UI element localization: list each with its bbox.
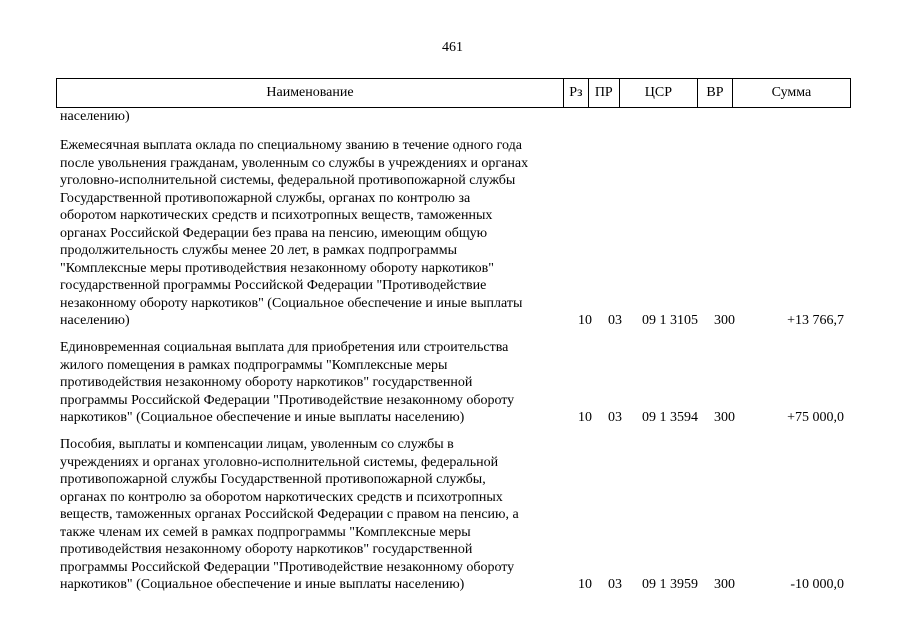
description-line: противопожарной службы Государственной противопожарной службы, — [60, 472, 486, 487]
description-line: противодействия незаконному обороту наркотиков" государственной — [60, 542, 473, 557]
cell-sum: +75 000,0 — [787, 410, 844, 425]
cell-csr: 09 1 3959 — [642, 577, 698, 592]
table-header — [56, 78, 851, 108]
description-line: Государственной противопожарной службы, органах по контролю за — [60, 190, 471, 206]
description-line: незаконному обороту наркотиков" (Социальное обеспечение и иные выплаты — [60, 295, 523, 311]
cell-vr: 300 — [714, 313, 735, 328]
cell-rz: 10 — [578, 313, 592, 328]
description-line: продолжительность службы менее 20 лет, в рамках подпрограммы — [60, 243, 458, 258]
description-line: Ежемесячная выплата оклада по специальному званию в течение одного года — [60, 138, 522, 153]
description-line: также членам их семей в рамках подпрограммы "Комплексные меры — [60, 524, 471, 540]
description-line: государственной программы Российской Федерации "Противодействие — [60, 278, 487, 293]
description-line: программы Российской Федерации "Противодействие незаконному обороту — [60, 392, 515, 408]
column-header-vr: ВР — [698, 79, 733, 108]
description-line: "Комплексные меры противодействия незаконному обороту наркотиков" — [60, 260, 494, 276]
row-description — [60, 436, 568, 594]
column-header-sum: Сумма — [732, 79, 850, 108]
cell-csr: 09 1 3594 — [642, 410, 698, 425]
cell-pr: 03 — [608, 577, 622, 592]
cell-sum: -10 000,0 — [790, 577, 844, 592]
description-line: жилого помещения в рамках подпрограммы "Комплексные меры — [60, 357, 448, 373]
cell-sum: +13 766,7 — [787, 313, 844, 328]
description-line: населению) — [60, 313, 130, 328]
description-line: Пособия, выплаты и компенсации лицам, уволенным со службы в — [60, 437, 454, 452]
description-line: учреждениях и органах уголовно-исполнительной системы, федеральной — [60, 454, 499, 470]
description-line: веществ, таможенных органах Российской Федерации с правом на пенсию, а — [60, 507, 519, 522]
table-row — [60, 436, 860, 594]
description-line: программы Российской Федерации "Противодействие незаконному обороту — [60, 559, 515, 575]
continuation-text: населению) — [60, 109, 130, 124]
description-line: после увольнения гражданам, уволенным со службы в учреждениях и органах — [60, 155, 529, 171]
description-line: наркотиков" (Социальное обеспечение и иные выплаты населению) — [60, 410, 465, 425]
row-description — [60, 137, 568, 330]
description-line: органах Российской Федерации без права на пенсию, имеющим общую — [60, 225, 488, 241]
description-line: Единовременная социальная выплата для приобретения или строительства — [60, 340, 509, 355]
description-line: уголовно-исполнительной системы, федеральной противопожарной службы — [60, 173, 516, 188]
description-line: наркотиков" (Социальное обеспечение и иные выплаты населению) — [60, 577, 465, 592]
table-row — [60, 339, 860, 427]
column-header-rz: Рз — [563, 79, 588, 108]
description-line: органах по контролю за оборотом наркотических средств и психотропных — [60, 489, 503, 505]
cell-rz: 10 — [578, 410, 592, 425]
column-header-csr: ЦСР — [619, 79, 697, 108]
cell-pr: 03 — [608, 410, 622, 425]
cell-vr: 300 — [714, 577, 735, 592]
column-header-pr: ПР — [588, 79, 619, 108]
description-line: противодействия незаконному обороту наркотиков" государственной — [60, 375, 473, 390]
cell-csr: 09 1 3105 — [642, 313, 698, 328]
cell-pr: 03 — [608, 313, 622, 328]
description-line: оборотом наркотических средств и психотропных веществ, таможенных — [60, 208, 493, 223]
table-row — [60, 137, 860, 330]
row-description — [60, 339, 568, 427]
cell-rz: 10 — [578, 577, 592, 592]
cell-vr: 300 — [714, 410, 735, 425]
column-header-name: Наименование — [57, 79, 564, 108]
page-number: 461 — [442, 40, 463, 55]
